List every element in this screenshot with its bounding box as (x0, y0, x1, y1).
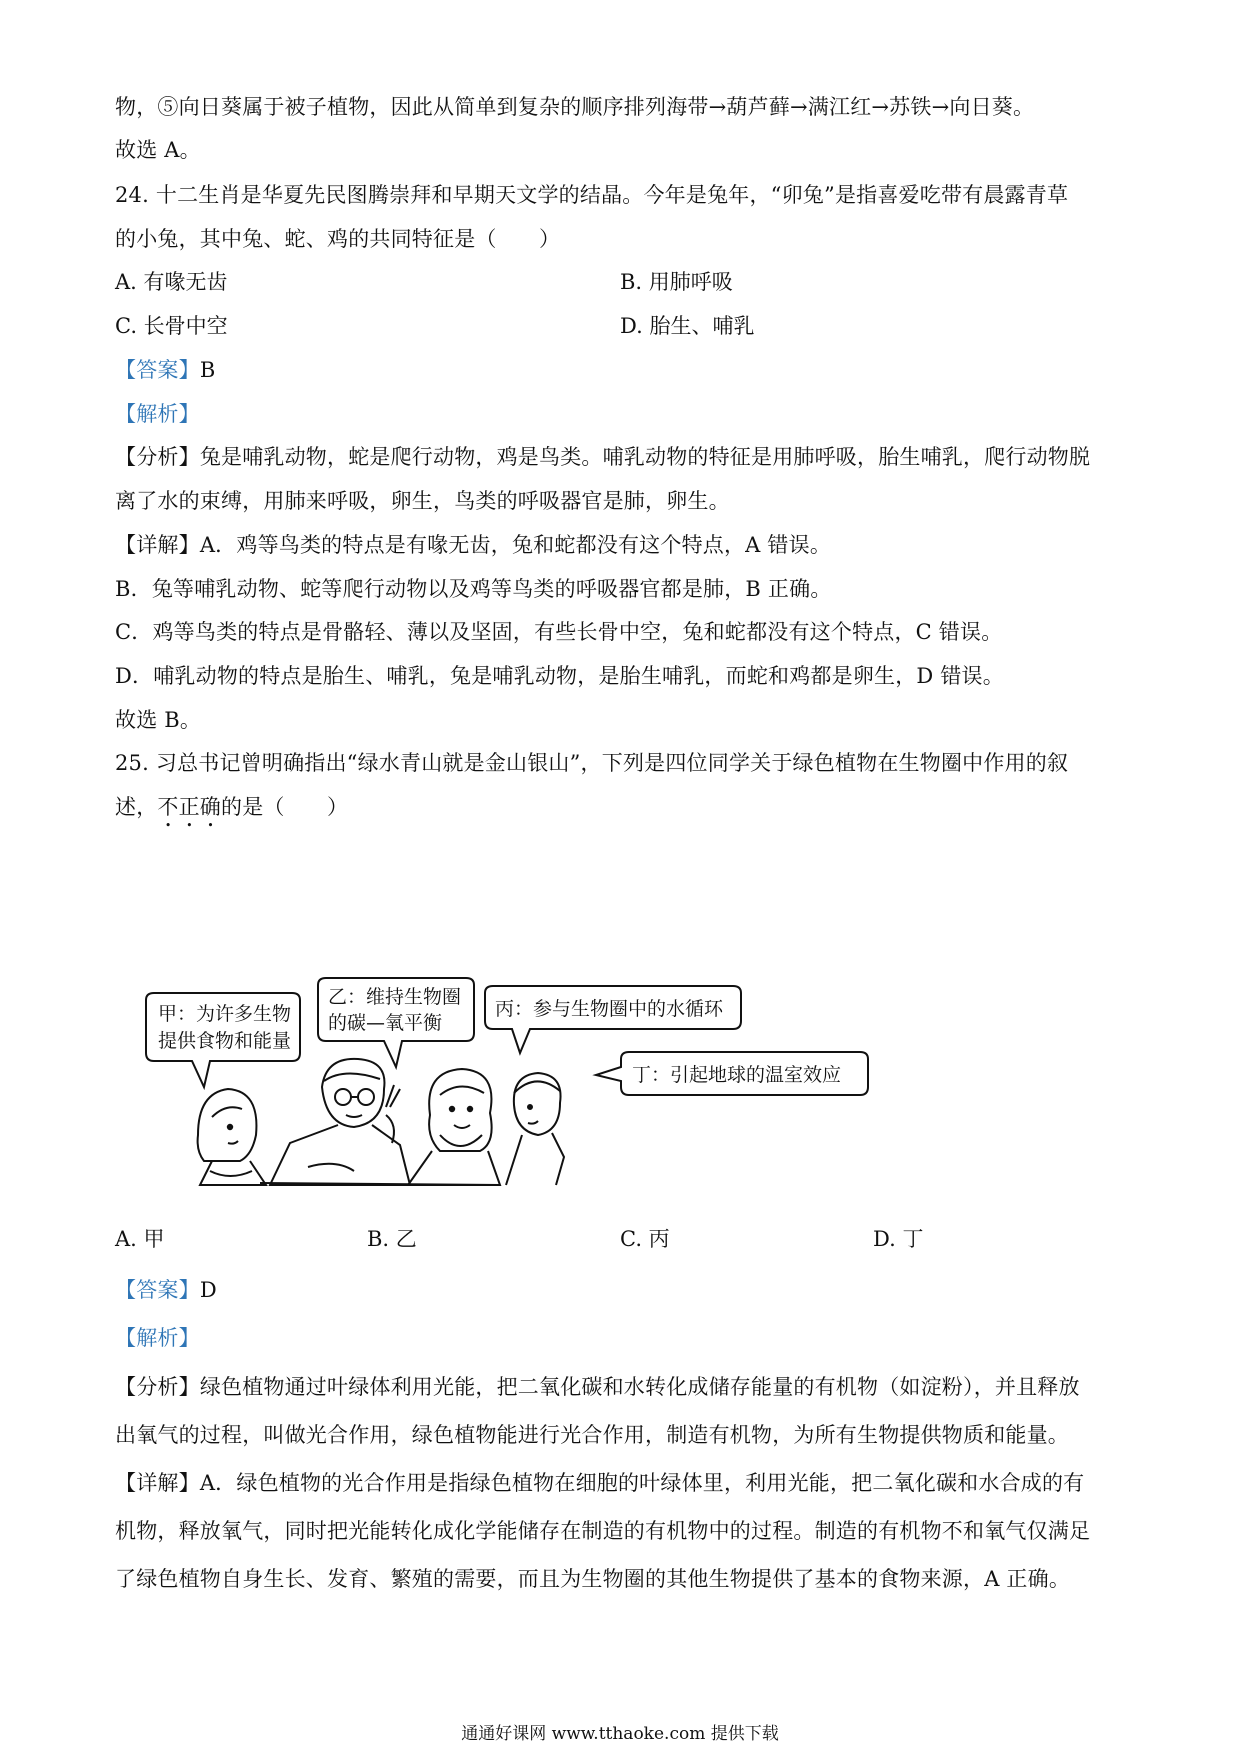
bubble-yi-line-2: 的碳—氧平衡 (328, 1012, 443, 1034)
q25-answer (115, 1275, 1135, 1305)
bubble-ding-text: 丁：引起地球的温室效应 (632, 1064, 842, 1086)
fenxi-tag: 【分析】 (115, 1375, 200, 1399)
q25-stem-line-2 (115, 792, 1135, 832)
detail-a-text: A．绿色植物的光合作用是指绿色植物在细胞的叶绿体里，利用光能，把二氧化碳和水合成的有 (199, 1471, 1085, 1495)
q25-stem-line-1: 25. 习总书记曾明确指出“绿水青山就是金山银山”，下列是四位同学关于绿色植物在生物圈中作用的叙 (115, 751, 1069, 775)
q24-detail-d: D．哺乳动物的特点是胎生、哺乳，兔是哺乳动物，是胎生哺乳，而蛇和鸡都是卵生，D 错误。 (115, 664, 1004, 688)
stem-pre: 述， (115, 795, 158, 819)
q25-detail-a-line-2: 机物，释放氧气，同时把光能转化成化学能储存在制造的有机物中的过程。制造的有机物不和氧气仅满足 (115, 1519, 1091, 1543)
answer-tag: 【答案】 (115, 358, 200, 382)
student-jia (198, 1089, 266, 1185)
stem-emphasis: 不正确 (157, 795, 222, 819)
q24-jiexi-heading (115, 399, 1135, 429)
jiexi-tag: 【解析】 (115, 1326, 200, 1350)
fenxi-text: 兔是哺乳动物，蛇是爬行动物，鸡是鸟类。哺乳动物的特征是用肺呼吸，胎生哺乳，爬行动物脱 (199, 445, 1091, 469)
bubble-bing-text: 丙：参与生物圈中的水循环 (495, 998, 724, 1020)
stem-post: 的是（ ） (221, 795, 349, 819)
xiangjie-tag: 【详解】 (115, 1471, 200, 1495)
q24-option-c: C. 长骨中空 (115, 314, 228, 338)
q24-stem-line-2: 的小兔，其中兔、蛇、鸡的共同特征是（ ） (115, 227, 561, 251)
student-ding (506, 1073, 564, 1185)
q24-option-b: B. 用肺呼吸 (620, 270, 733, 294)
q25-detail-a-line-1 (115, 1468, 1135, 1498)
q25-option-a: A. 甲 (115, 1227, 165, 1251)
xiangjie-tag: 【详解】 (115, 533, 200, 557)
fenxi-text: 绿色植物通过叶绿体利用光能，把二氧化碳和水转化成储存能量的有机物（如淀粉），并且释放 (199, 1375, 1080, 1399)
jiexi-tag: 【解析】 (115, 402, 200, 426)
q25-option-d: D. 丁 (873, 1227, 924, 1251)
q25-option-c: C. 丙 (620, 1227, 670, 1251)
q25-analysis-line-2: 出氧气的过程，叫做光合作用，绿色植物能进行光合作用，制造有机物，为所有生物提供物质和能量。 (115, 1423, 1069, 1447)
answer-tag: 【答案】 (115, 1278, 200, 1302)
prev-answer-line: 物，⑤向日葵属于被子植物，因此从简单到复杂的顺序排列海带→葫芦藓→满江红→苏铁→向日葵。 (115, 95, 1035, 119)
answer-value: B (199, 358, 216, 382)
answer-value: D (199, 1278, 217, 1302)
q24-answer (115, 355, 1135, 385)
prev-conclusion: 故选 A。 (115, 138, 201, 162)
q25-jiexi-heading (115, 1323, 1135, 1353)
q24-analysis-line-2: 离了水的束缚，用肺来呼吸，卵生，鸟类的呼吸器官是肺，卵生。 (115, 489, 730, 513)
q24-analysis-line-1 (115, 442, 1135, 472)
q25-option-b: B. 乙 (367, 1227, 417, 1251)
q24-detail-c: C．鸡等鸟类的特点是骨骼轻、薄以及坚固，有些长骨中空，兔和蛇都没有这个特点，C 错误。 (115, 620, 1003, 644)
q24-stem-line-1: 24. 十二生肖是华夏先民图腾崇拜和早期天文学的结晶。今年是兔年，“卯兔”是指喜爱吃带有晨露青草 (115, 183, 1069, 207)
bubble-yi-line-1: 乙：维持生物圈 (328, 986, 462, 1008)
q24-option-d: D. 胎生、哺乳 (620, 314, 755, 338)
q24-detail-a (115, 530, 1135, 560)
bubble-jia-line-2: 提供食物和能量 (158, 1030, 292, 1052)
bubble-jia-line-1: 甲：为许多生物 (158, 1003, 292, 1025)
q24-option-a: A. 有喙无齿 (115, 270, 228, 294)
student-bing (408, 1069, 500, 1185)
q25-detail-a-line-3: 了绿色植物自身生长、发育、繁殖的需要，而且为生物圈的其他生物提供了基本的食物来源，A 正确。 (115, 1567, 1071, 1591)
fenxi-tag: 【分析】 (115, 445, 200, 469)
detail-a-text: A．鸡等鸟类的特点是有喙无齿，兔和蛇都没有这个特点，A 错误。 (199, 533, 832, 557)
page-footer: 通通好课网 www.tthaoke.com 提供下载 (461, 1724, 779, 1744)
student-yi (270, 1059, 410, 1185)
q24-detail-b: B．兔等哺乳动物、蛇等爬行动物以及鸡等鸟类的呼吸器官都是肺，B 正确。 (115, 577, 832, 601)
q25-analysis-line-1 (115, 1372, 1135, 1402)
students-illustration (140, 975, 880, 1190)
q24-conclusion: 故选 B。 (115, 708, 202, 732)
